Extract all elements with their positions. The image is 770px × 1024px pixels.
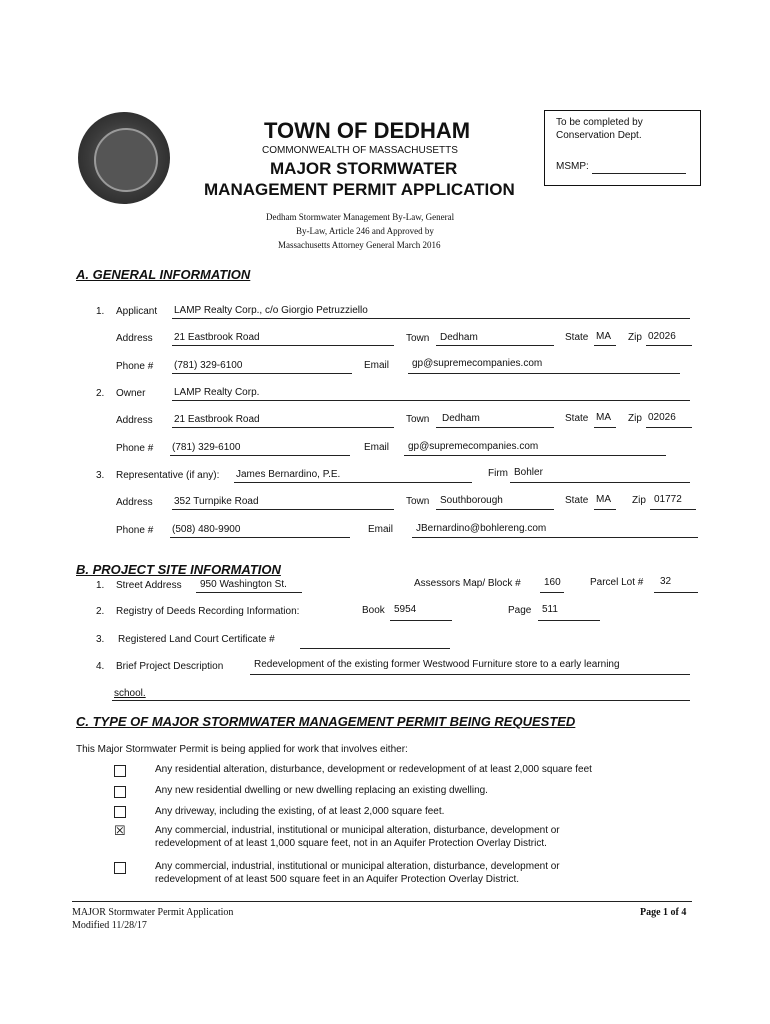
applicant-phone-field[interactable]: (781) 329-6100 — [174, 360, 243, 371]
msmp-line — [592, 173, 686, 174]
town-seal — [78, 112, 170, 204]
project-description-line-1[interactable]: Redevelopment of the existing former Westwood Furniture store to a early learning — [254, 659, 620, 670]
field-underline — [112, 700, 690, 701]
item-number: 2. — [96, 388, 105, 399]
phone-label: Phone # — [116, 361, 154, 372]
rep-town-field[interactable]: Southborough — [440, 495, 503, 506]
field-underline — [436, 427, 554, 428]
address-label: Address — [116, 415, 153, 426]
state-label: State — [565, 413, 589, 424]
page-label: Page — [508, 605, 532, 616]
field-underline — [170, 455, 350, 456]
email-label: Email — [364, 442, 390, 453]
representative-field[interactable]: James Bernardino, P.E. — [236, 469, 341, 480]
field-underline — [172, 400, 690, 401]
footer-rule — [72, 901, 692, 902]
field-underline — [172, 373, 352, 374]
section-b-title: B. PROJECT SITE INFORMATION — [76, 562, 281, 577]
bylaw-line-2: By-Law, Article 246 and Approved by — [296, 226, 434, 236]
field-underline — [412, 537, 698, 538]
book-label: Book — [362, 605, 385, 616]
field-underline — [436, 345, 554, 346]
street-address-label: Street Address — [116, 580, 182, 591]
field-underline — [172, 427, 394, 428]
applicant-field[interactable]: LAMP Realty Corp., c/o Giorgio Petruzziello — [174, 305, 368, 316]
item-number: 4. — [96, 661, 105, 672]
field-underline — [408, 373, 680, 374]
applicant-label: Applicant — [116, 306, 158, 317]
applicant-zip-field[interactable]: 02026 — [648, 331, 676, 342]
owner-phone-field[interactable]: (781) 329-6100 — [172, 442, 241, 453]
box-line-2: Conservation Dept. — [556, 130, 642, 141]
owner-state-field[interactable]: MA — [596, 412, 611, 423]
book-field[interactable]: 5954 — [394, 604, 417, 615]
permit-option-checkbox-checked[interactable]: ☒ — [114, 823, 126, 838]
page-number: Page 1 of 4 — [640, 907, 687, 918]
owner-town-field[interactable]: Dedham — [442, 413, 480, 424]
street-address-field[interactable]: 950 Washington St. — [200, 579, 287, 590]
town-label: Town — [406, 333, 430, 344]
applicant-state-field[interactable]: MA — [596, 331, 611, 342]
permit-option-checkbox[interactable] — [114, 806, 126, 818]
field-underline — [594, 427, 616, 428]
rep-state-field[interactable]: MA — [596, 494, 611, 505]
permit-option-text-2: redevelopment of at least 500 square feet in an Aquifer Protection Overlay District. — [155, 874, 520, 885]
footer-title: MAJOR Stormwater Permit Application — [72, 907, 234, 918]
field-underline — [172, 318, 690, 319]
field-underline — [234, 482, 472, 483]
parcel-lot-label: Parcel Lot # — [590, 577, 644, 588]
item-number: 3. — [96, 470, 105, 481]
box-line-1: To be completed by — [556, 117, 643, 128]
assessors-map-label: Assessors Map/ Block # — [414, 578, 521, 589]
address-label: Address — [116, 333, 153, 344]
section-a-title: A. GENERAL INFORMATION — [76, 267, 251, 282]
representative-label: Representative (if any): — [116, 470, 220, 481]
phone-label: Phone # — [116, 525, 154, 536]
firm-field[interactable]: Bohler — [514, 467, 543, 478]
rep-zip-field[interactable]: 01772 — [654, 494, 682, 505]
field-underline — [646, 345, 692, 346]
permit-option-text: Any residential alteration, disturbance, development or redevelopment of at least 2,000 square feet — [155, 764, 592, 775]
project-description-line-2[interactable]: school. — [114, 688, 146, 699]
project-description-label: Brief Project Description — [116, 661, 224, 672]
phone-label: Phone # — [116, 443, 154, 454]
item-number: 2. — [96, 606, 105, 617]
field-underline — [404, 455, 666, 456]
email-label: Email — [364, 360, 390, 371]
title-line-1: MAJOR STORMWATER — [270, 159, 458, 178]
town-title: TOWN OF DEDHAM — [264, 118, 471, 143]
parcel-lot-field[interactable]: 32 — [660, 576, 672, 587]
rep-address-field[interactable]: 352 Turnpike Road — [174, 496, 259, 507]
town-label: Town — [406, 414, 430, 425]
item-number: 1. — [96, 306, 105, 317]
assessors-map-field[interactable]: 160 — [544, 577, 561, 588]
field-underline — [594, 345, 616, 346]
field-underline — [250, 674, 690, 675]
state-label: State — [565, 332, 589, 343]
state-label: State — [565, 495, 589, 506]
page-field[interactable]: 511 — [542, 604, 558, 615]
land-court-field[interactable] — [300, 648, 450, 649]
field-underline — [650, 509, 696, 510]
field-underline — [654, 592, 698, 593]
applicant-email-field[interactable]: gp@supremecompanies.com — [412, 358, 543, 369]
item-number: 3. — [96, 634, 105, 645]
owner-field[interactable]: LAMP Realty Corp. — [174, 387, 260, 398]
rep-email-field[interactable]: JBernardino@bohlereng.com — [416, 523, 547, 534]
bylaw-line-3: Massachusetts Attorney General March 2016 — [278, 240, 441, 250]
commonwealth-line: COMMONWEALTH OF MASSACHUSETTS — [262, 145, 458, 156]
permit-option-checkbox[interactable] — [114, 786, 126, 798]
land-court-label: Registered Land Court Certificate # — [118, 634, 275, 645]
title-line-2: MANAGEMENT PERMIT APPLICATION — [204, 180, 515, 199]
field-underline — [172, 509, 394, 510]
item-number: 1. — [96, 580, 105, 591]
section-c-title: C. TYPE OF MAJOR STORMWATER MANAGEMENT PERMIT BEING REQUESTED — [76, 714, 576, 729]
permit-option-text: Any commercial, industrial, institutional or municipal alteration, disturbance, development or — [155, 825, 560, 836]
rep-phone-field[interactable]: (508) 480-9900 — [172, 524, 241, 535]
zip-label: Zip — [632, 495, 646, 506]
field-underline — [436, 509, 554, 510]
email-label: Email — [368, 524, 394, 535]
permit-option-checkbox[interactable] — [114, 862, 126, 874]
msmp-label: MSMP: — [556, 161, 589, 172]
zip-label: Zip — [628, 332, 642, 343]
field-underline — [646, 427, 692, 428]
footer-modified: Modified 11/28/17 — [72, 920, 147, 931]
registry-label: Registry of Deeds Recording Information: — [116, 606, 300, 617]
field-underline — [196, 592, 302, 593]
permit-option-text: Any new residential dwelling or new dwelling replacing an existing dwelling. — [155, 785, 488, 796]
field-underline — [538, 620, 600, 621]
permit-option-checkbox[interactable] — [114, 765, 126, 777]
owner-address-field[interactable]: 21 Eastbrook Road — [174, 414, 260, 425]
permit-option-text-2: redevelopment of at least 1,000 square feet, not in an Aquifer Protection Overlay District. — [155, 838, 547, 849]
field-underline — [172, 345, 394, 346]
owner-label: Owner — [116, 388, 146, 399]
field-underline — [540, 592, 564, 593]
permit-option-text: Any driveway, including the existing, of at least 2,000 square feet. — [155, 806, 445, 817]
applicant-address-field[interactable]: 21 Eastbrook Road — [174, 332, 260, 343]
owner-email-field[interactable]: gp@supremecompanies.com — [408, 441, 539, 452]
field-underline — [594, 509, 616, 510]
address-label: Address — [116, 497, 153, 508]
field-underline — [390, 620, 452, 621]
firm-label: Firm — [488, 468, 508, 479]
permit-option-text: Any commercial, industrial, institutional or municipal alteration, disturbance, development or — [155, 861, 560, 872]
field-underline — [510, 482, 690, 483]
zip-label: Zip — [628, 413, 642, 424]
owner-zip-field[interactable]: 02026 — [648, 412, 676, 423]
bylaw-line-1: Dedham Stormwater Management By-Law, General — [266, 212, 455, 222]
town-label: Town — [406, 496, 430, 507]
applicant-town-field[interactable]: Dedham — [440, 332, 478, 343]
section-c-intro: This Major Stormwater Permit is being applied for work that involves either: — [76, 744, 408, 755]
field-underline — [170, 537, 350, 538]
